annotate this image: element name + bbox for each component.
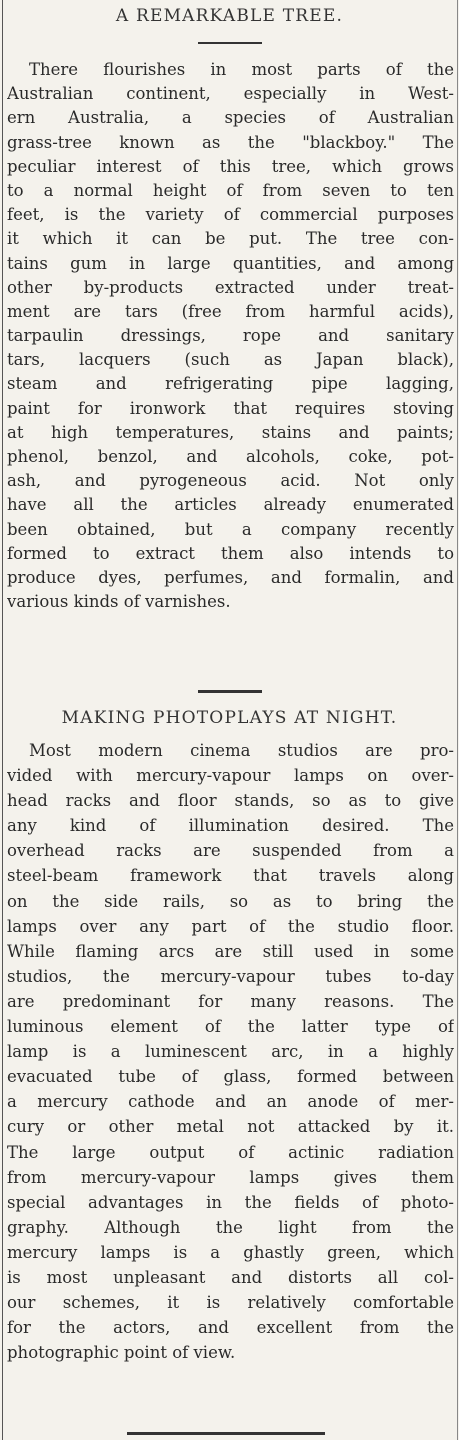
text-line: is most unpleasant and distorts all col- xyxy=(7,1267,454,1287)
article-1-headline: A REMARKABLE TREE. xyxy=(115,6,344,26)
article-2-body xyxy=(7,738,454,1365)
text-line: tains gum in large quantities, and among xyxy=(7,253,454,273)
text-line: steel-beam framework that travels along xyxy=(7,866,454,886)
text-line: from mercury-vapour lamps gives them xyxy=(7,1167,454,1187)
text-line: There flourishes in most parts of the xyxy=(29,60,454,79)
text-line: formed to extract them also intends to xyxy=(7,543,454,563)
text-line: graphy. Although the light from the xyxy=(7,1217,454,1237)
text-line: Most modern cinema studios are pro- xyxy=(29,741,454,760)
text-line: vided with mercury-vapour lamps on over- xyxy=(7,766,454,786)
text-line: paint for ironwork that requires stoving xyxy=(7,398,454,418)
text-line: photographic point of view. xyxy=(7,1343,236,1363)
text-line: for the actors, and excellent from the xyxy=(7,1318,454,1338)
headline-underline xyxy=(198,42,262,44)
article-2-headline: MAKING PHOTOPLAYS AT NIGHT. xyxy=(61,708,398,728)
text-line: on the side rails, so as to bring the xyxy=(7,891,454,911)
text-line: steam and refrigerating pipe lagging, xyxy=(7,374,454,394)
text-line: lamp is a luminescent arc, in a highly xyxy=(7,1042,454,1062)
text-line: phenol, benzol, and alcohols, coke, pot- xyxy=(7,447,454,466)
text-line: Australian continent, especially in West- xyxy=(7,84,454,104)
text-line: ment are tars (free from harmful acids), xyxy=(7,301,454,321)
text-line: been obtained, but a company recently xyxy=(7,519,454,539)
text-line: it which it can be put. The tree con- xyxy=(7,229,454,249)
text-line: lamps over any part of the studio floor. xyxy=(7,916,454,936)
text-line: special advantages in the fields of photo- xyxy=(7,1192,454,1212)
text-line: peculiar interest of this tree, which grows xyxy=(7,156,454,176)
text-line: head racks and floor stands, so as to give xyxy=(7,791,454,811)
text-line: any kind of illumination desired. The xyxy=(7,816,454,836)
text-line: tars, lacquers (such as Japan black), xyxy=(7,350,454,370)
text-line: evacuated tube of glass, formed between xyxy=(7,1067,454,1087)
text-line: other by-products extracted under treat- xyxy=(7,277,454,297)
text-line: ern Australia, a species of Australian xyxy=(7,108,454,128)
article-end-rule xyxy=(127,1432,325,1435)
text-line: While flaming arcs are still used in some xyxy=(7,941,454,961)
text-line: ash, and pyrogeneous acid. Not only xyxy=(7,471,454,491)
text-line: studios, the mercury-vapour tubes to-day xyxy=(7,966,454,986)
text-line: to a normal height of from seven to ten xyxy=(7,180,454,200)
text-line: cury or other metal not attacked by it. xyxy=(7,1117,454,1137)
text-line: our schemes, it is relatively comfortable xyxy=(7,1293,454,1313)
text-line: grass-tree known as the "blackboy." The xyxy=(7,132,454,152)
text-line: at high temperatures, stains and paints; xyxy=(7,422,454,442)
text-line: various kinds of varnishes. xyxy=(7,592,231,612)
text-line: produce dyes, perfumes, and formalin, and xyxy=(7,567,454,587)
text-line: have all the articles already enumerated xyxy=(7,495,454,515)
text-line: a mercury cathode and an anode of mer- xyxy=(7,1092,454,1112)
text-line: luminous element of the latter type of xyxy=(7,1017,454,1037)
article-1-body xyxy=(7,58,454,614)
text-line: mercury lamps is a ghastly green, which xyxy=(7,1242,454,1262)
text-line: feet, is the variety of commercial purposes xyxy=(7,205,454,225)
text-line: tarpaulin dressings, rope and sanitary xyxy=(7,326,454,346)
text-line: overhead racks are suspended from a xyxy=(7,841,454,861)
article-separator xyxy=(198,690,262,693)
text-line: are predominant for many reasons. The xyxy=(7,991,454,1011)
text-line: The large output of actinic radiation xyxy=(7,1142,454,1162)
